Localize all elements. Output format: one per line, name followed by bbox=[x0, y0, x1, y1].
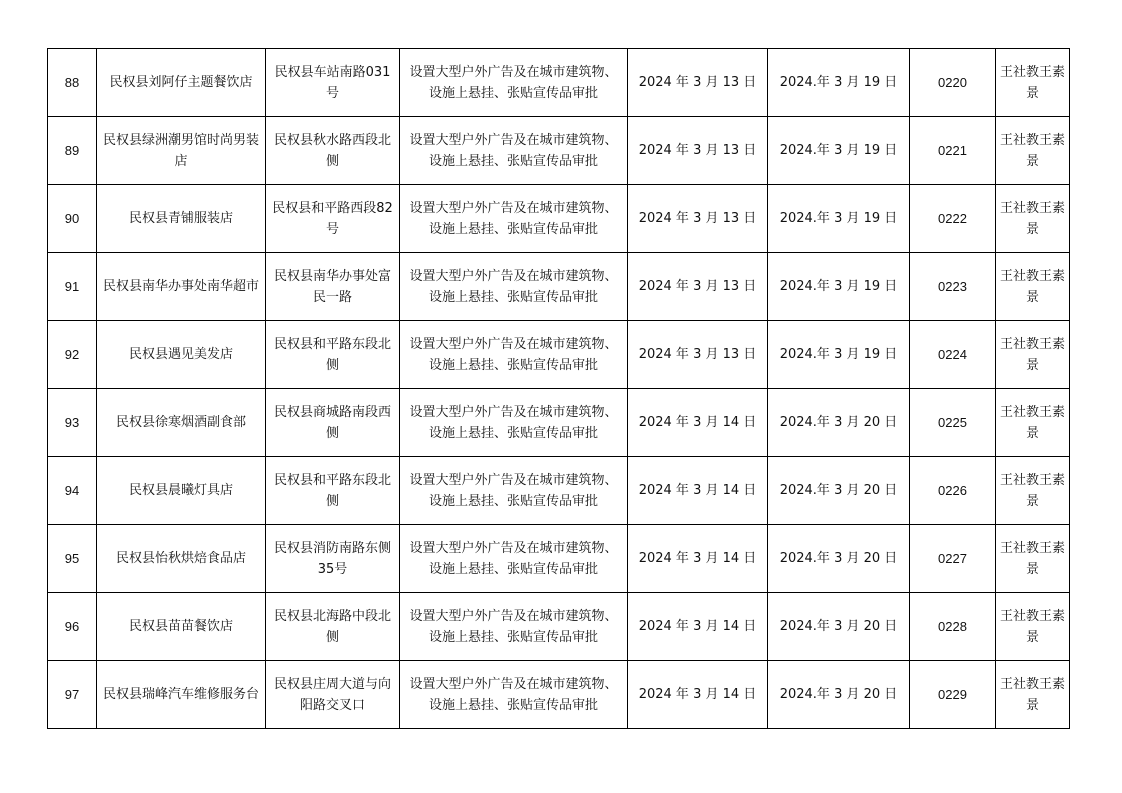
decision-date: 2024.年 3 月 19 日 bbox=[768, 321, 910, 389]
decision-date: 2024.年 3 月 20 日 bbox=[768, 457, 910, 525]
decision-date: 2024.年 3 月 20 日 bbox=[768, 389, 910, 457]
handling-staff: 王社教王素景 bbox=[996, 661, 1070, 729]
permit-code: 0223 bbox=[910, 253, 996, 321]
permit-code: 0229 bbox=[910, 661, 996, 729]
handling-staff: 王社教王素景 bbox=[996, 117, 1070, 185]
approval-item: 设置大型户外广告及在城市建筑物、设施上悬挂、张贴宣传品审批 bbox=[400, 457, 628, 525]
approval-item: 设置大型户外广告及在城市建筑物、设施上悬挂、张贴宣传品审批 bbox=[400, 185, 628, 253]
applicant-name: 民权县怡秋烘焙食品店 bbox=[97, 525, 266, 593]
accept-date: 2024 年 3 月 14 日 bbox=[628, 457, 768, 525]
table-row bbox=[48, 185, 1070, 253]
permit-code: 0221 bbox=[910, 117, 996, 185]
decision-date: 2024.年 3 月 20 日 bbox=[768, 525, 910, 593]
accept-date: 2024 年 3 月 13 日 bbox=[628, 49, 768, 117]
accept-date: 2024 年 3 月 13 日 bbox=[628, 117, 768, 185]
applicant-name: 民权县瑞峰汽车维修服务台 bbox=[97, 661, 266, 729]
handling-staff: 王社教王素景 bbox=[996, 457, 1070, 525]
row-number: 92 bbox=[48, 321, 97, 389]
table-row bbox=[48, 593, 1070, 661]
permit-code: 0225 bbox=[910, 389, 996, 457]
applicant-name: 民权县遇见美发店 bbox=[97, 321, 266, 389]
applicant-address: 民权县和平路东段北侧 bbox=[266, 457, 400, 525]
row-number: 97 bbox=[48, 661, 97, 729]
decision-date: 2024.年 3 月 20 日 bbox=[768, 593, 910, 661]
handling-staff: 王社教王素景 bbox=[996, 593, 1070, 661]
decision-date: 2024.年 3 月 19 日 bbox=[768, 117, 910, 185]
row-number: 90 bbox=[48, 185, 97, 253]
permit-code: 0222 bbox=[910, 185, 996, 253]
decision-date: 2024.年 3 月 19 日 bbox=[768, 253, 910, 321]
table-row bbox=[48, 389, 1070, 457]
approval-item: 设置大型户外广告及在城市建筑物、设施上悬挂、张贴宣传品审批 bbox=[400, 253, 628, 321]
accept-date: 2024 年 3 月 14 日 bbox=[628, 593, 768, 661]
table-row bbox=[48, 253, 1070, 321]
handling-staff: 王社教王素景 bbox=[996, 389, 1070, 457]
row-number: 91 bbox=[48, 253, 97, 321]
accept-date: 2024 年 3 月 13 日 bbox=[628, 185, 768, 253]
row-number: 95 bbox=[48, 525, 97, 593]
table-row bbox=[48, 321, 1070, 389]
approval-item: 设置大型户外广告及在城市建筑物、设施上悬挂、张贴宣传品审批 bbox=[400, 593, 628, 661]
accept-date: 2024 年 3 月 13 日 bbox=[628, 253, 768, 321]
accept-date: 2024 年 3 月 14 日 bbox=[628, 389, 768, 457]
table-row bbox=[48, 117, 1070, 185]
applicant-name: 民权县南华办事处南华超市 bbox=[97, 253, 266, 321]
applicant-address: 民权县北海路中段北侧 bbox=[266, 593, 400, 661]
row-number: 89 bbox=[48, 117, 97, 185]
table-row bbox=[48, 661, 1070, 729]
applicant-address: 民权县和平路西段82号 bbox=[266, 185, 400, 253]
handling-staff: 王社教王素景 bbox=[996, 525, 1070, 593]
table-row bbox=[48, 457, 1070, 525]
approval-item: 设置大型户外广告及在城市建筑物、设施上悬挂、张贴宣传品审批 bbox=[400, 117, 628, 185]
decision-date: 2024.年 3 月 20 日 bbox=[768, 661, 910, 729]
permit-code: 0227 bbox=[910, 525, 996, 593]
applicant-address: 民权县和平路东段北侧 bbox=[266, 321, 400, 389]
applicant-name: 民权县晨曦灯具店 bbox=[97, 457, 266, 525]
accept-date: 2024 年 3 月 14 日 bbox=[628, 525, 768, 593]
applicant-address: 民权县秋水路西段北侧 bbox=[266, 117, 400, 185]
applicant-address: 民权县车站南路031号 bbox=[266, 49, 400, 117]
row-number: 96 bbox=[48, 593, 97, 661]
decision-date: 2024.年 3 月 19 日 bbox=[768, 185, 910, 253]
approval-item: 设置大型户外广告及在城市建筑物、设施上悬挂、张贴宣传品审批 bbox=[400, 525, 628, 593]
handling-staff: 王社教王素景 bbox=[996, 185, 1070, 253]
approval-records-table bbox=[47, 48, 1070, 729]
applicant-name: 民权县苗苗餐饮店 bbox=[97, 593, 266, 661]
handling-staff: 王社教王素景 bbox=[996, 253, 1070, 321]
row-number: 94 bbox=[48, 457, 97, 525]
table-row bbox=[48, 49, 1070, 117]
decision-date: 2024.年 3 月 19 日 bbox=[768, 49, 910, 117]
handling-staff: 王社教王素景 bbox=[996, 49, 1070, 117]
approval-item: 设置大型户外广告及在城市建筑物、设施上悬挂、张贴宣传品审批 bbox=[400, 661, 628, 729]
accept-date: 2024 年 3 月 14 日 bbox=[628, 661, 768, 729]
approval-item: 设置大型户外广告及在城市建筑物、设施上悬挂、张贴宣传品审批 bbox=[400, 321, 628, 389]
permit-code: 0224 bbox=[910, 321, 996, 389]
applicant-name: 民权县刘阿仔主题餐饮店 bbox=[97, 49, 266, 117]
row-number: 93 bbox=[48, 389, 97, 457]
applicant-address: 民权县消防南路东侧35号 bbox=[266, 525, 400, 593]
applicant-name: 民权县徐寒烟酒副食部 bbox=[97, 389, 266, 457]
accept-date: 2024 年 3 月 13 日 bbox=[628, 321, 768, 389]
applicant-address: 民权县南华办事处富民一路 bbox=[266, 253, 400, 321]
applicant-address: 民权县商城路南段西侧 bbox=[266, 389, 400, 457]
applicant-name: 民权县绿洲潮男馆时尚男装店 bbox=[97, 117, 266, 185]
applicant-name: 民权县青铺服装店 bbox=[97, 185, 266, 253]
permit-code: 0228 bbox=[910, 593, 996, 661]
row-number: 88 bbox=[48, 49, 97, 117]
approval-item: 设置大型户外广告及在城市建筑物、设施上悬挂、张贴宣传品审批 bbox=[400, 49, 628, 117]
table-row bbox=[48, 525, 1070, 593]
approval-item: 设置大型户外广告及在城市建筑物、设施上悬挂、张贴宣传品审批 bbox=[400, 389, 628, 457]
permit-code: 0226 bbox=[910, 457, 996, 525]
permit-code: 0220 bbox=[910, 49, 996, 117]
applicant-address: 民权县庄周大道与向阳路交叉口 bbox=[266, 661, 400, 729]
handling-staff: 王社教王素景 bbox=[996, 321, 1070, 389]
